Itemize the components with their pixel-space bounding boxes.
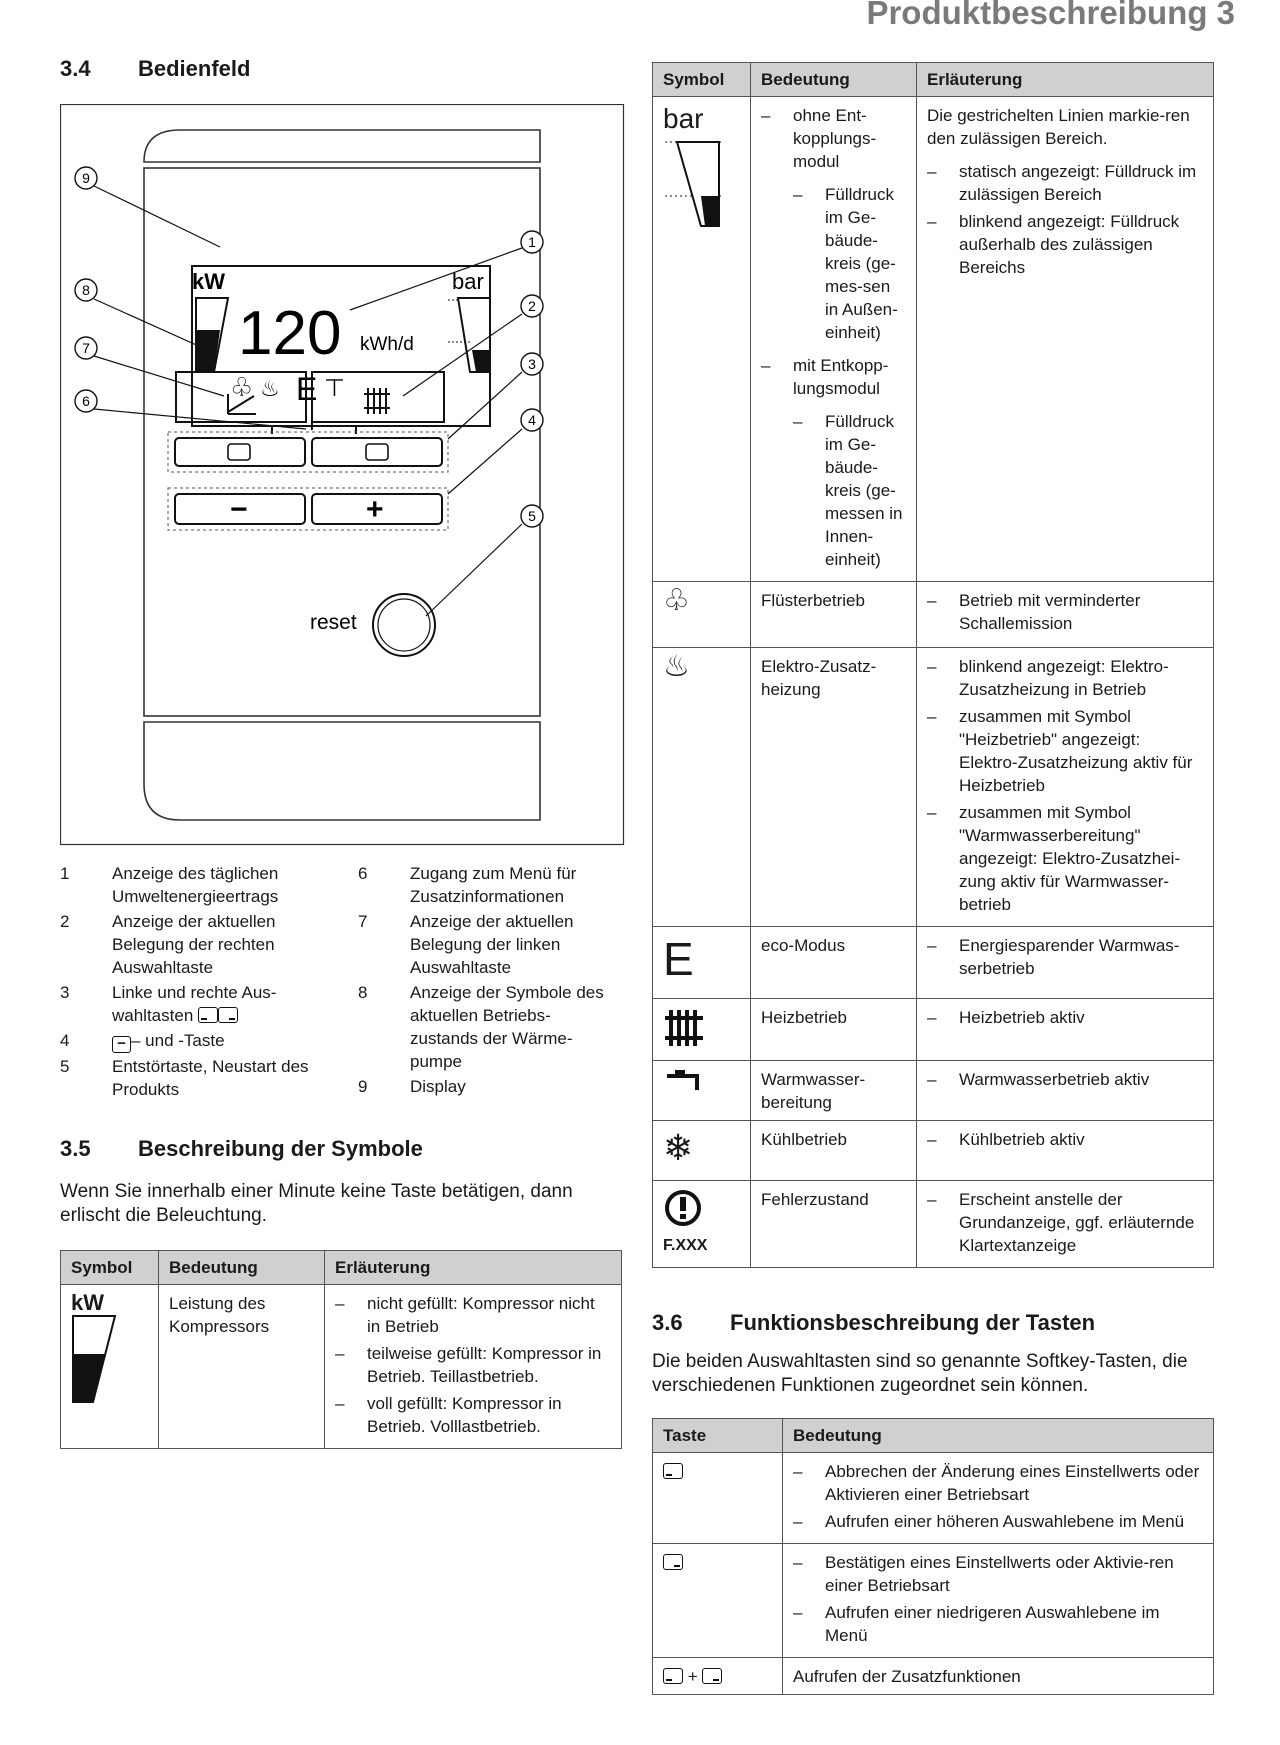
legend-left (60, 862, 340, 1103)
heater-status-icon: ♨ (260, 376, 280, 401)
display-kw-label: kW (192, 269, 225, 294)
right-key-icon (663, 1554, 683, 1570)
section-heading: Bedienfeld (138, 56, 251, 81)
legend-item: 8 Anzeige der Symbole des aktuellen Betriebs-zustands der Wärme-pumpe (358, 983, 604, 1071)
callout-8: 8 (82, 282, 90, 298)
display-bar-label: bar (452, 269, 484, 294)
kw-label: kW (71, 1290, 104, 1315)
legend-item: 6 Zugang zum Menü für Zusatzinformationen (358, 864, 577, 906)
plus-label: + (366, 493, 384, 526)
legend-item: 4 − – und -Taste (60, 1031, 225, 1052)
callout-1: 1 (528, 234, 536, 250)
legend-item: 2 Anzeige der aktuellen Belegung der rechten Auswahltaste (60, 912, 276, 977)
device-top-cap (144, 130, 540, 162)
right-key-icon (218, 1007, 238, 1023)
left-key-icon (663, 1668, 683, 1684)
section-number: 3.4 (60, 56, 91, 81)
minus-label: − (230, 493, 248, 526)
right-key-icon (702, 1668, 722, 1684)
tap-icon (663, 1068, 703, 1100)
callout-4: 4 (528, 412, 536, 428)
key-table: Taste Bedeutung – Abbrechen der Änderung eines Einstellwerts oder Aktivieren einer Betriebsart – Aufrufen einer höheren Auswahlebene im Menü – Bestätigen eines Einstellwerts oder Aktivie-ren einer Betriebsart – Aufrufen einer niedrigeren Auswahlebene im Menü + Aufrufen der Zusatzfunktionen (652, 1418, 1214, 1695)
status-icons: ♧ (230, 372, 254, 402)
whisper-mode-icon: ♧ (663, 584, 690, 617)
legend-right (358, 862, 618, 1100)
section-3-5-title: 3.5 Beschreibung der Symbole (60, 1136, 423, 1161)
error-code: F.XXX (663, 1237, 708, 1254)
symbol-table: Symbol Bedeutung Erläuterung bar – ohne Ent-kopplungs-modul – Fülldruck im Ge-bäude-kreis (ge-mes-sen in Außen-einheit) – mit Entkopp-lungsmodul – Fülldruck im Ge-bäude-kreis (ge-messen in Innen-einheit) Die gestrichelten Linien markie-ren den zulässigen Bereich. – statisch angezeigt: Fülldruck im zulässigen Bereich – blinkend angezeigt: Fülldruck außerhalb des zulässigen Bereichs ♧ Flüsterbetrieb – Betrieb mit verminderter Schallemission ♨ Elektro-Zusatz-heizung – blinkend angezeigt: Elektro-Zusatzheizung in Betrieb – zusammen mit Symbol "Heizbetrieb" angezeigt: Elektro-Zusatzheizung aktiv für Heizbetrieb – zusammen mit Symbol "Warmwasserbereitung" angezeigt: Elektro-Zusatzhei-zung aktiv für Warmwasser-betrieb E eco-Modus – Energiesparender Warmwas-serbetrieb Heizbetrieb – Heizbetrieb aktiv Warmwasser-bereitung – Warmwasserbetrieb aktiv ❄ Kühlbetrieb – Kühlbetrieb aktiv F.XXX Fehlerzustand – Erscheint anstelle der Grundanzeige, ggf. erläuternde Klartextanzeige (652, 62, 1214, 1268)
minus-key-icon: − (112, 1036, 131, 1053)
callout-2: 2 (528, 298, 536, 314)
legend-item: 3 Linke und rechte Aus-wahltasten (60, 983, 277, 1025)
kw-symbol-table: Symbol Bedeutung Erläuterung kW Leistung des Kompressors – nicht gefüllt: Kompressor nicht in Betrieb – teilweise gefüllt: Kompressor in Betrieb. Teillastbetrieb. – voll gefüllt: Kompressor in Betrieb. Volllastbetrieb. (60, 1250, 622, 1449)
page-header: Produktbeschreibung 3 (866, 0, 1235, 31)
eco-row: E eco-Modus – Energiesparender Warmwas-serbetrieb (653, 927, 1214, 999)
legend-item: 5 Entstörtaste, Neustart des Produkts (60, 1057, 309, 1099)
error-row: F.XXX Fehlerzustand – Erscheint anstelle der Grundanzeige, ggf. erläuternde Klartextanzeige (653, 1181, 1214, 1268)
heating-row: Heizbetrieb – Heizbetrieb aktiv (653, 999, 1214, 1061)
tap-status-icon: ⊤ (324, 375, 345, 402)
legend-item: 9 Display (358, 1077, 466, 1096)
kw-gauge-icon (71, 1314, 119, 1406)
bar-label: bar (663, 103, 704, 134)
display-unit: kWh/d (360, 334, 414, 355)
left-key-icon (198, 1007, 218, 1023)
heater-row: ♨ Elektro-Zusatz-heizung – blinkend angezeigt: Elektro-Zusatzheizung in Betrieb – zusammen mit Symbol "Heizbetrieb" angezeigt: Elektro-Zusatzheizung aktiv für Heizbetrieb – zusammen mit Symbol "Warmwasserbereitung" angezeigt: Elektro-Zusatzhei-zung aktiv für Warmwasser-betrieb (653, 648, 1214, 927)
callout-9: 9 (82, 170, 90, 186)
callout-3: 3 (528, 356, 536, 372)
legend-item: 7 Anzeige der aktuellen Belegung der linken Auswahltaste (358, 912, 574, 977)
radiator-icon (663, 1006, 705, 1048)
display-value: 120 (238, 299, 342, 368)
bar-row: bar – ohne Ent-kopplungs-modul – Fülldruck im Ge-bäude-kreis (ge-mes-sen in Außen-einheit) – mit Entkopp-lungsmodul – Fülldruck im Ge-bäude-kreis (ge-messen in Innen-einheit) Die gestrichelten Linien markie-ren den zulässigen Bereich. – statisch angezeigt: Fülldruck im zulässigen Bereich – blinkend angezeigt: Fülldruck außerhalb des zulässigen Bereichs (653, 97, 1214, 582)
legend-item: 1 Anzeige des täglichen Umweltenergieertrags (60, 864, 279, 906)
whisper-row: ♧ Flüsterbetrieb – Betrieb mit verminderter Schallemission (653, 582, 1214, 648)
callout-6: 6 (82, 393, 90, 409)
svg-text:i: i (310, 417, 314, 433)
bar-gauge-icon (663, 134, 723, 230)
error-icon (663, 1188, 703, 1228)
device-bottom-cap (144, 722, 540, 820)
control-panel-figure (60, 104, 626, 848)
eco-icon: E (663, 933, 694, 985)
snowflake-icon: ❄ (663, 1127, 694, 1168)
section-3-6-intro: Die beiden Auswahltasten sind so genannte Softkey-Tasten, die verschiedenen Funktionen zugeordnet sein können. (652, 1351, 1188, 1396)
section-3-5-intro: Wenn Sie innerhalb einer Minute keine Taste betätigen, dann erlischt die Beleuchtung. (60, 1181, 573, 1226)
electric-heater-icon: ♨ (663, 650, 690, 683)
callout-5: 5 (528, 508, 536, 524)
left-key-icon (663, 1463, 683, 1479)
reset-button (373, 594, 435, 656)
hot-water-row: Warmwasser-bereitung – Warmwasserbetrieb aktiv (653, 1061, 1214, 1121)
reset-label: reset (310, 611, 357, 634)
section-3-6-title: 3.6 Funktionsbeschreibung der Tasten (652, 1310, 1096, 1335)
cooling-row: ❄ Kühlbetrieb – Kühlbetrieb aktiv (653, 1121, 1214, 1181)
eco-status-icon: E (296, 371, 318, 407)
section-3-4-title (60, 56, 250, 82)
callout-7: 7 (82, 340, 90, 356)
